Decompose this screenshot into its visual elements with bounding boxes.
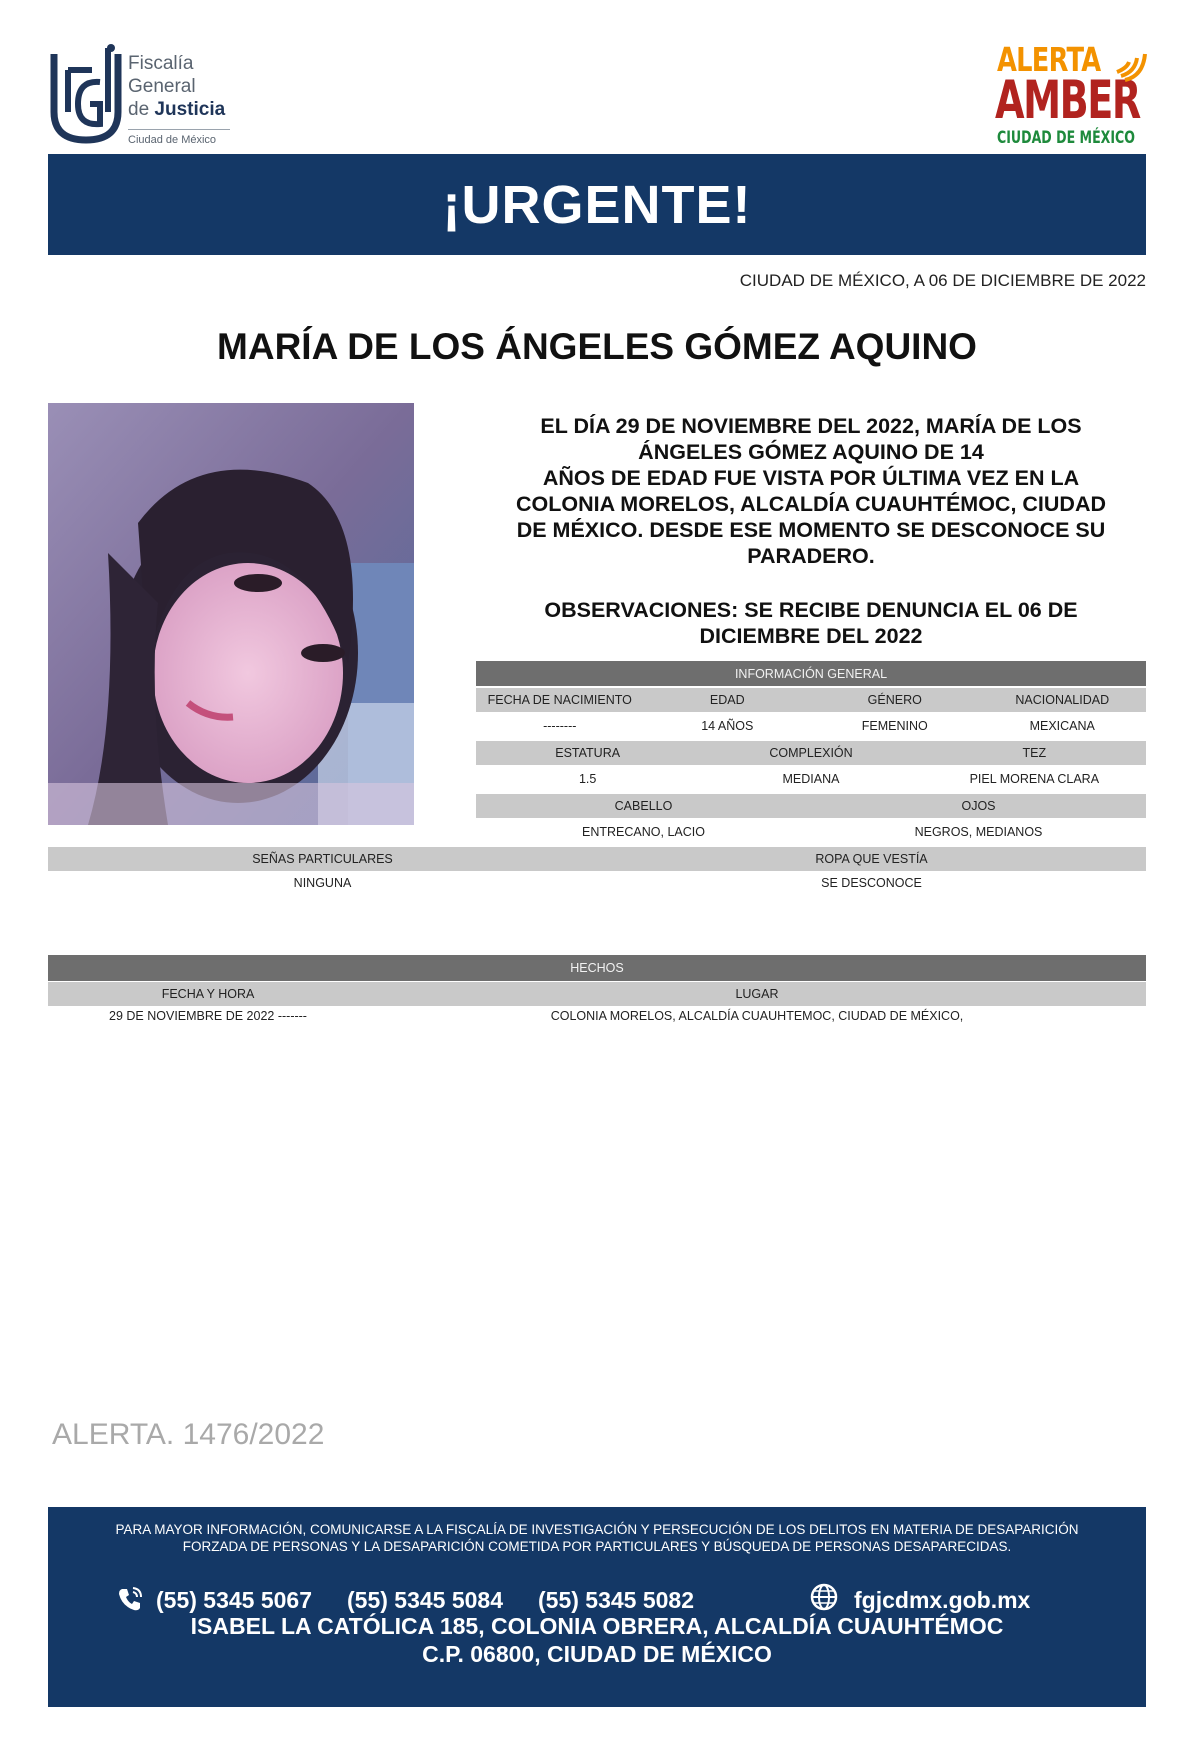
phone-number-1[interactable]: (55) 5345 5067	[156, 1587, 313, 1613]
amber-line2: AMBER	[995, 70, 1140, 131]
header-lugar: LUGAR	[735, 987, 779, 1001]
alerta-amber-logo	[995, 40, 1155, 150]
header-complexion: COMPLEXIÓN	[769, 746, 853, 760]
value-lugar: COLONIA MORELOS, ALCALDÍA CUAUHTEMOC, CIUDAD DE MÉXICO,	[550, 1009, 964, 1023]
value-nacionalidad: MEXICANA	[1029, 719, 1095, 733]
table-row	[476, 794, 1146, 818]
header-cabello: CABELLO	[614, 799, 673, 813]
signal-waves-icon	[1113, 44, 1153, 84]
banner-title: ¡URGENTE!	[442, 174, 752, 235]
header-ropa-que-vestia: ROPA QUE VESTÍA	[815, 852, 928, 866]
fgj-line3-prefix: de	[128, 99, 155, 120]
value-genero: FEMENINO	[861, 719, 928, 733]
header-ojos: OJOS	[961, 799, 996, 813]
value-senas-particulares: NINGUNA	[293, 876, 352, 890]
table-row	[476, 741, 1146, 765]
observaciones-line: DICIEMBRE DEL 2022	[699, 624, 923, 648]
table-row	[48, 872, 1146, 894]
header-genero: GÉNERO	[867, 693, 922, 707]
header-fecha-y-hora: FECHA Y HORA	[161, 987, 255, 1001]
summary-line: DE MÉXICO. DESDE ESE MOMENTO SE DESCONOCE SU	[516, 518, 1106, 542]
fgj-line1: Fiscalía	[128, 53, 194, 74]
value-fecha-nacimiento: --------	[543, 719, 577, 733]
table-row	[476, 820, 1146, 844]
fgj-line3-bold: Justicia	[154, 99, 226, 120]
summary-line: PARADERO.	[747, 544, 875, 568]
fgj-line2: General	[128, 76, 196, 97]
summary-line: AÑOS DE EDAD FUE VISTA POR ÚLTIMA VEZ EN LA	[542, 466, 1080, 490]
fgj-wordmark	[128, 52, 268, 147]
person-name: MARÍA DE LOS ÁNGELES GÓMEZ AQUINO	[217, 326, 977, 367]
table-row	[476, 767, 1146, 791]
footer-info-line: PARA MAYOR INFORMACIÓN, COMUNICARSE A LA FISCALÍA DE INVESTIGACIÓN Y PERSECUCIÓN DE LOS DELITOS EN MATERIA DE DESAPARICIÓN	[115, 1522, 1079, 1537]
value-edad: 14 AÑOS	[701, 719, 754, 733]
urgente-banner	[48, 154, 1146, 255]
fgj-emblem-icon	[48, 42, 128, 147]
summary-line: EL DÍA 29 DE NOVIEMBRE DEL 2022, MARÍA DE LOS	[540, 414, 1082, 438]
value-ropa-que-vestia: SE DESCONOCE	[821, 876, 922, 890]
table-row	[48, 847, 1146, 871]
fgj-line4: Ciudad de México	[128, 129, 230, 147]
summary-text	[476, 413, 1146, 569]
fgj-line3	[128, 98, 268, 121]
header-fecha-nacimiento: FECHA DE NACIMIENTO	[487, 693, 632, 707]
phone-icon	[116, 1585, 144, 1613]
phone-number-2[interactable]: (55) 5345 5084	[347, 1587, 504, 1613]
footer-info	[48, 1521, 1146, 1555]
globe-icon	[808, 1581, 840, 1613]
table-row	[48, 1005, 1146, 1027]
summary-line: ÁNGELES GÓMEZ AQUINO DE 14	[638, 440, 984, 464]
table-row	[476, 688, 1146, 712]
info-general-title-row	[476, 661, 1146, 686]
value-complexion: MEDIANA	[782, 772, 840, 786]
table-row	[48, 982, 1146, 1006]
phone-number-3[interactable]: (55) 5345 5082	[538, 1587, 695, 1613]
website-link[interactable]: fgjcdmx.gob.mx	[854, 1587, 1031, 1613]
address-line: C.P. 06800, CIUDAD DE MÉXICO	[422, 1641, 772, 1667]
observaciones-text	[476, 597, 1146, 649]
info-general-title: INFORMACIÓN GENERAL	[734, 666, 888, 681]
contact-footer	[48, 1507, 1146, 1707]
alert-number: ALERTA. 1476/2022	[52, 1418, 325, 1451]
value-tez: PIEL MORENA CLARA	[969, 772, 1100, 786]
header-nacionalidad: NACIONALIDAD	[1015, 693, 1110, 707]
value-fecha-y-hora: 29 DE NOVIEMBRE DE 2022 -------	[109, 1009, 307, 1023]
hechos-title: HECHOS	[570, 961, 624, 975]
footer-info-line: FORZADA DE PERSONAS Y LA DESAPARICIÓN COMETIDA POR PARTICULARES Y BÚSQUEDA DE PERSONAS DESAPARECIDAS.	[182, 1539, 1012, 1554]
header-estatura: ESTATURA	[555, 746, 621, 760]
observaciones-line: OBSERVACIONES: SE RECIBE DENUNCIA EL 06 DE	[544, 598, 1078, 622]
value-ojos: NEGROS, MEDIANOS	[914, 825, 1043, 839]
table-row	[476, 714, 1146, 738]
dateline: CIUDAD DE MÉXICO, A 06 DE DICIEMBRE DE 2022	[739, 271, 1146, 290]
value-cabello: ENTRECANO, LACIO	[582, 825, 705, 839]
summary-line: COLONIA MORELOS, ALCALDÍA CUAUHTÉMOC, CIUDAD	[515, 492, 1107, 516]
address-line: ISABEL LA CATÓLICA 185, COLONIA OBRERA, ALCALDÍA CUAUHTÉMOC	[190, 1613, 1004, 1639]
value-estatura: 1.5	[578, 772, 597, 786]
header-tez: TEZ	[1022, 746, 1047, 760]
hechos-title-row	[48, 955, 1146, 981]
amber-line1: ALERTA	[997, 40, 1101, 79]
footer-address	[48, 1612, 1146, 1668]
amber-line3: CIUDAD DE MÉXICO	[997, 128, 1135, 148]
header-senas-particulares: SEÑAS PARTICULARES	[252, 852, 393, 866]
missing-person-photo	[48, 403, 414, 825]
header-edad: EDAD	[709, 693, 745, 707]
